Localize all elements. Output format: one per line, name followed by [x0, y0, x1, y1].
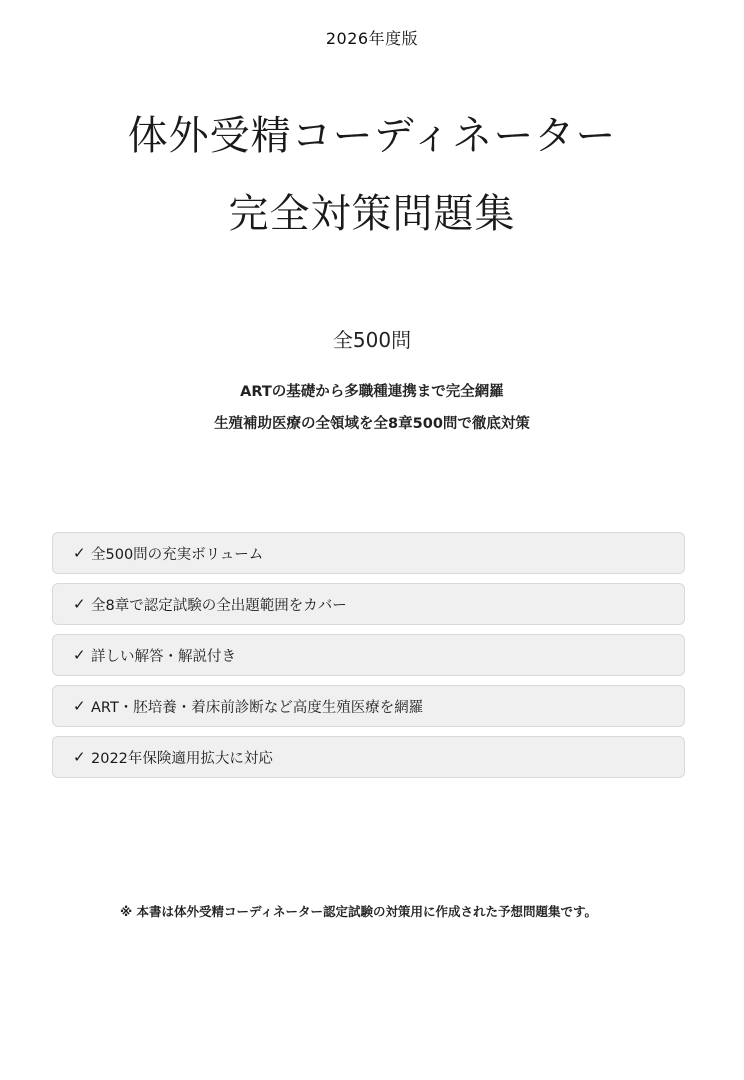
check-icon: ✓	[73, 697, 86, 715]
edition-label: 2026年度版	[325, 29, 419, 48]
feature-item	[52, 583, 685, 625]
feature-text: 2022年保険適用拡大に対応	[91, 750, 273, 767]
footnote: ※ 本書は体外受精コーディネーター認定試験の対策用に作成された予想問題集です。	[120, 904, 598, 919]
feature-item	[52, 634, 685, 676]
check-icon: ✓	[73, 595, 86, 613]
feature-text: 全500問の充実ボリューム	[91, 546, 264, 563]
feature-item	[52, 685, 685, 727]
book-title-line-2: 完全対策問題集	[228, 191, 516, 237]
book-title-line-1: 体外受精コーディネーター	[127, 113, 617, 159]
check-icon: ✓	[73, 646, 86, 664]
check-icon: ✓	[73, 748, 86, 766]
feature-text: 全8章で認定試験の全出題範囲をカバー	[91, 597, 347, 614]
feature-list	[52, 532, 685, 787]
question-count: 全500問	[332, 328, 412, 352]
feature-item	[52, 736, 685, 778]
feature-text: 詳しい解答・解説付き	[91, 648, 236, 665]
check-icon: ✓	[73, 544, 86, 562]
feature-text: ART・胚培養・着床前診断など高度生殖医療を網羅	[91, 699, 424, 716]
lead-text-line-1: ARTの基礎から多職種連携まで完全網羅	[240, 384, 504, 400]
feature-item	[52, 532, 685, 574]
lead-text-line-2: 生殖補助医療の全領域を全8章500問で徹底対策	[214, 416, 530, 432]
